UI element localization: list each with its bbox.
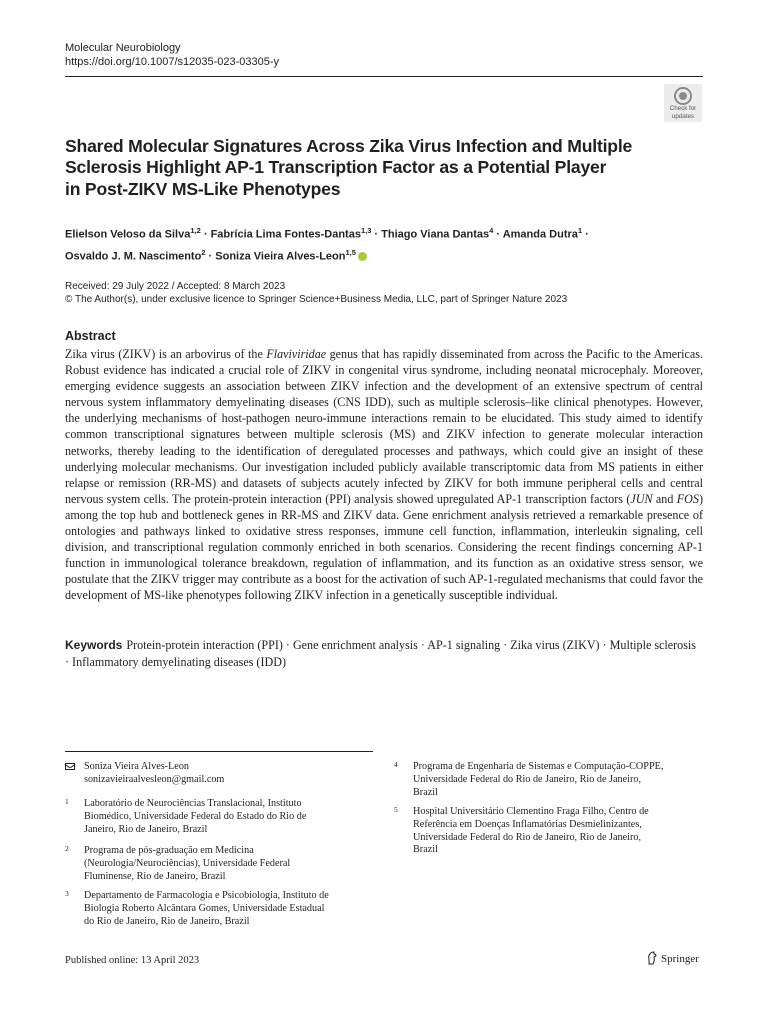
affiliation-number: 2 (65, 844, 69, 853)
affiliation-number: 1 (65, 797, 69, 806)
affiliation-number: 4 (394, 760, 398, 769)
abstract-italic: FOS (676, 491, 699, 506)
author-affiliation: 1,3 (360, 226, 372, 235)
contact-email[interactable]: sonizavieiraalvesleon@gmail.com (84, 773, 225, 785)
contact-name: Soniza Vieira Alves-Leon (84, 761, 190, 772)
keywords-text: Protein-protein interaction (PPI) · Gene enrichment analysis · AP-1 signaling · Zika virus (ZIKV) · Multiple sclerosis · Inflammatory demyelinating diseases (IDD) (65, 638, 696, 669)
affiliation-1 (65, 798, 385, 838)
author-name[interactable]: Soniza Vieira Alves-Leon (215, 250, 346, 263)
published-online: Published online: 13 April 2023 (65, 955, 200, 966)
affiliation-line: Universidade Federal do Rio de Janeiro, Rio de Janeiro, (413, 773, 642, 785)
abstract-italic: Flaviviridae (266, 347, 327, 361)
check-for-updates-badge[interactable] (664, 84, 702, 122)
affiliation-line: Programa de Engenharia de Sistemas e Computação-COPPE, (413, 761, 664, 772)
authors-line-2: Osvaldo J. M. Nascimento$^2$ · Soniza Vieira Alves-Leon$^{1,5}$ (65, 244, 705, 266)
author-name[interactable]: Elielson Veloso da Silva (65, 228, 191, 241)
affiliation-line: Referência em Doenças Inflamatórias Desmielinizantes, (413, 818, 642, 830)
article-title (65, 136, 665, 200)
affiliation-line: Fluminense, Rio de Janeiro, Brazil (84, 870, 226, 882)
orcid-icon[interactable] (358, 252, 367, 261)
title-line-2: Sclerosis Highlight AP-1 Transcription Factor as a Potential Player (65, 157, 607, 178)
author-affiliation: 1,5 (345, 248, 356, 258)
affiliation-number: 5 (394, 805, 398, 814)
affiliation-line: (Neurologia/Neurociências), Universidade Federal (84, 857, 291, 869)
envelope-icon (65, 763, 75, 770)
publisher-logo[interactable] (646, 951, 699, 967)
affiliation-line: Departamento de Farmacologia e Psicobiologia, Instituto de (84, 890, 329, 901)
corresponding-author (65, 761, 385, 789)
title-line-1: Shared Molecular Signatures Across Zika Virus Infection and Multiple (65, 136, 633, 156)
affiliation-line: Janeiro, Rio de Janeiro, Brazil (84, 823, 208, 835)
springer-horse-icon (646, 951, 658, 965)
author-name[interactable]: Fabrícia Lima Fontes-Dantas (210, 228, 361, 241)
author-affiliation: 1,2 (190, 226, 201, 235)
keywords-section (65, 637, 703, 670)
affiliation-line: Programa de pós-graduação em Medicina (84, 845, 254, 856)
keywords-label: Keywords (65, 638, 123, 652)
abstract-part: and (652, 491, 677, 506)
author-affiliation: 1 (577, 226, 583, 235)
affiliation-line: Brazil (413, 844, 438, 856)
affiliation-2 (65, 845, 385, 885)
check-for-updates-icon (674, 87, 692, 105)
affiliation-line: Brazil (413, 786, 438, 798)
author-affiliation: 2 (201, 248, 206, 258)
abstract-part: ) among the top hub and bottleneck genes in RR-MS and ZIKV data. Gene enrichment analysis retrieved a remarkable presence of ontologies and pathways linked to oxidative stress responses, immune cell function, inflammation, interleukin signaling, cell division, and transcriptional regulation commonly enriched in both scenarios. Considering the recent findings concerning AP-1 function in immunological tolerance breakdown, regulation of inflammation, and its function as an oxidative stress sensor, we postulate that the ZIKV trigger may contribute as a boost for the activation of such AP-1-regulated mechanisms that could favor the development of MS-like phenotypes following ZIKV infection in a genetically susceptible individual. (65, 491, 703, 603)
affiliation-number: 3 (65, 889, 69, 898)
affiliation-4 (394, 761, 704, 801)
badge-line-2: updates (671, 112, 695, 120)
title-line-3: in Post-ZIKV MS-Like Phenotypes (65, 178, 341, 199)
abstract-italic: JUN (630, 491, 653, 506)
footnote-divider (65, 751, 373, 752)
affiliation-line: Hospital Universitário Clementino Fraga Filho, Centro de (413, 806, 649, 817)
affiliation-line: do Rio de Janeiro, Rio de Janeiro, Brazil (84, 915, 250, 927)
abstract-part: Zika virus (ZIKV) is an arbovirus of the (65, 347, 267, 361)
abstract-text (65, 346, 703, 604)
author-name[interactable]: Thiago Viana Dantas (381, 228, 490, 241)
affiliation-line: Biomédico, Universidade Federal do Estado do Rio de (84, 810, 307, 822)
affiliation-line: Laboratório de Neurociências Translacional, Instituto (84, 798, 302, 809)
author-name[interactable]: Amanda Dutra (502, 228, 578, 241)
authors-line-1: Elielson Veloso da Silva$^{1,2}$ · Fabrícia Lima Fontes-Dantas$^{1,3}$ · Thiago Viana Dantas$^4$ · Amanda Dutra$^1$ · (65, 226, 589, 241)
abstract-part: genus that has rapidly disseminated from across the Pacific to the Americas. Robust evidence has indicated a crucial role of ZIKV in congenital virus syndrome, including neonatal microcephaly. Moreover, emerging evidence suggests an association between ZIKV infection and the development of an extensive spectrum of central nervous system inflammatory demyelinating diseases (CNS IDD), such as multiple sclerosis–like clinical phenotypes. However, the underlying mechanisms of host-pathogen neuro-immune interactions remain to be elucidated. This study aimed to identify common transcriptional signatures between multiple sclerosis (MS) and ZIKV infection to generate molecular interaction networks, thereby leading to the identification of deregulated processes and pathways, which could give an insight of these underlying molecular mechanisms. Our investigation included publicly available transcriptomic data from MS patients in either relapse or remission (RR-MS) and datasets of subjects acutely infected by ZIKV for both immune peripheral cells and central nervous system cells. The protein-protein interaction (PPI) analysis showed upregulated AP-1 transcription factors ( (65, 347, 704, 506)
author-affiliation: 4 (489, 226, 494, 235)
abstract-heading: Abstract (65, 329, 116, 343)
author-list (65, 222, 705, 266)
publisher-name: Springer (661, 953, 699, 965)
received-accepted-dates: Received: 29 July 2022 / Accepted: 8 March 2023 (65, 281, 286, 292)
journal-name: Molecular Neurobiology (65, 42, 181, 54)
affiliation-line: Universidade Federal do Rio de Janeiro, Rio de Janeiro, (413, 831, 642, 843)
header-divider (65, 76, 703, 77)
copyright-notice: © The Author(s), under exclusive licence to Springer Science+Business Media, LLC, part of Springer Nature 2023 (65, 294, 568, 305)
doi-link[interactable]: https://doi.org/10.1007/s12035-023-03305-y (65, 56, 280, 68)
affiliation-line: Biologia Roberto Alcântara Gomes, Universidade Estadual (84, 902, 325, 914)
affiliation-3 (65, 890, 395, 930)
author-name[interactable]: Osvaldo J. M. Nascimento (65, 250, 202, 263)
affiliation-5 (394, 806, 704, 858)
badge-line-1: Check for (669, 105, 697, 112)
